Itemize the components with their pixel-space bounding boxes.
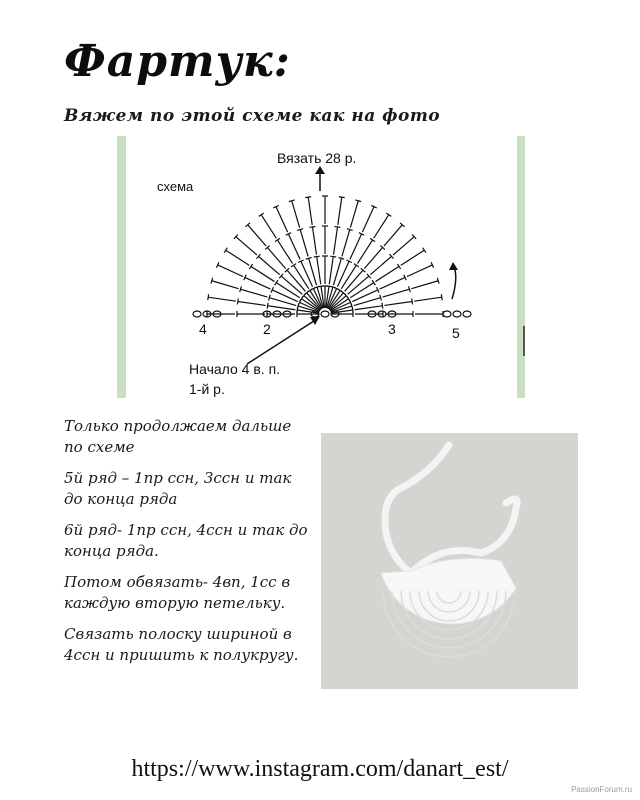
instruction-5: Связать полоску шириной в 4ссн и пришить к полукругу. — [64, 625, 299, 664]
row-label-2: 2 — [263, 321, 271, 337]
crochet-scheme-diagram — [117, 136, 525, 398]
watermark: PassionForum.ru — [571, 785, 632, 794]
start-note-1: Начало 4 в. п. — [189, 361, 281, 377]
instructions-block — [64, 416, 314, 676]
row-label-3: 3 — [388, 321, 396, 337]
page-subtitle: Вяжем по этой схеме как на фото — [64, 106, 441, 126]
apron-photo-svg — [321, 433, 578, 689]
start-arrow-icon — [247, 319, 317, 364]
up-arrow-head-icon — [315, 166, 325, 174]
turn-arrow-head-icon — [449, 262, 458, 270]
crochet-fan-stitches — [193, 196, 471, 317]
page-title: Фартук: — [64, 36, 291, 87]
row-label-4: 4 — [199, 321, 207, 337]
row-label-5: 5 — [452, 325, 460, 341]
scheme-label: схема — [157, 179, 194, 194]
scheme-top-note: Вязать 28 р. — [277, 150, 357, 166]
start-note-2: 1-й р. — [189, 381, 225, 397]
instruction-2: 5й ряд – 1пр ссн, 3ссн и так до конца ряда — [64, 469, 292, 508]
start-arrow-head-icon — [310, 316, 320, 325]
instruction-3: 6й ряд- 1пр ссн, 4ссн и так до конца ряда. — [64, 521, 308, 560]
footer-url: https://www.instagram.com/danart_est/ — [131, 756, 509, 782]
instruction-1: Только продолжаем дальше по схеме — [64, 417, 292, 456]
instruction-4: Потом обвязать- 4вп, 1сс в каждую вторую петельку. — [64, 573, 291, 612]
apron-photo — [321, 433, 578, 689]
scheme-svg — [117, 136, 525, 398]
